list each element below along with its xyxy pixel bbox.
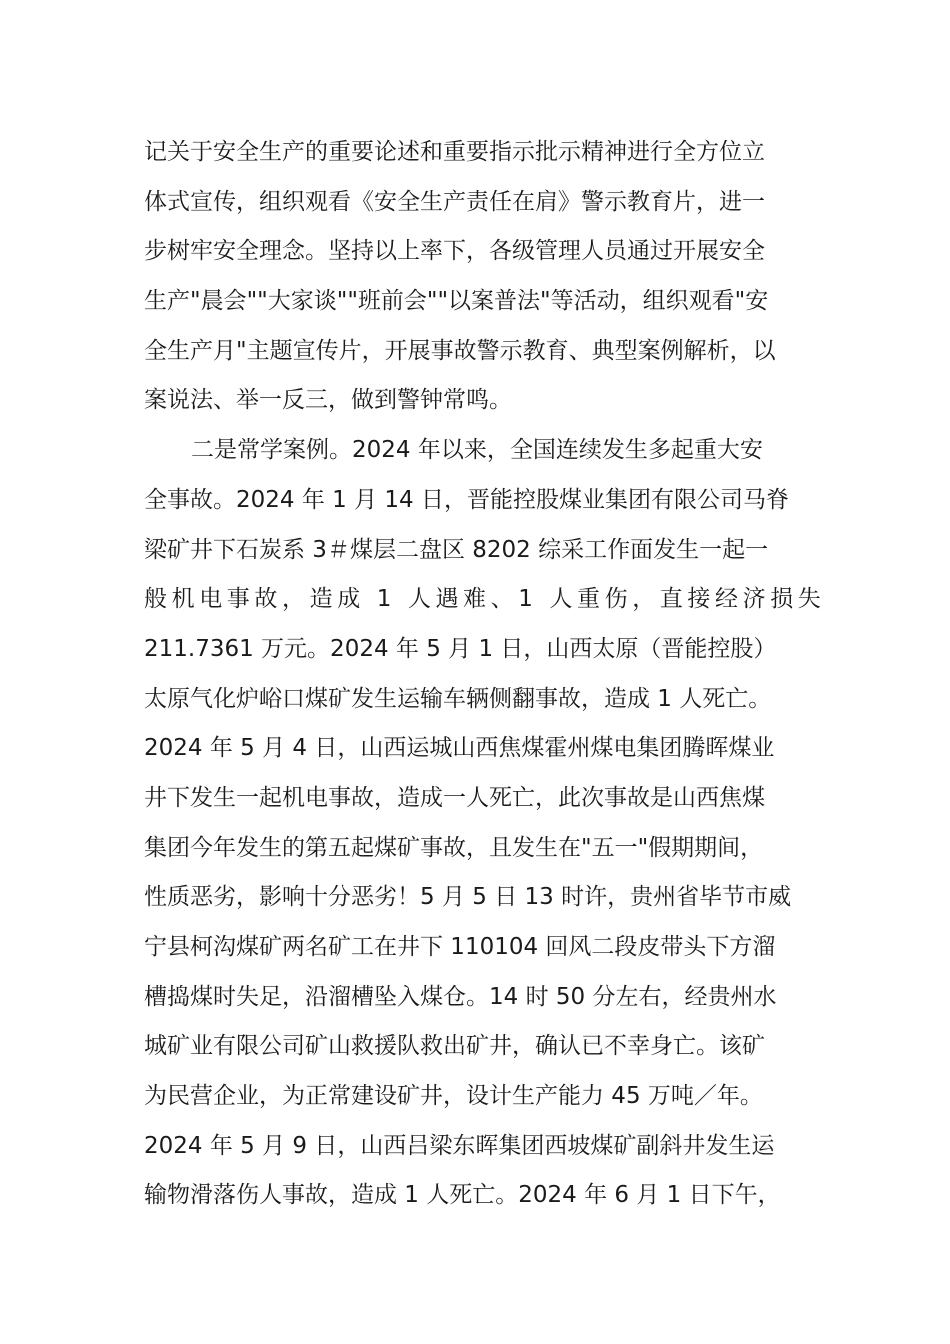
text-line-14: 井下发生一起机电事故，造成一人死亡，此次事故是山西焦煤 bbox=[144, 784, 765, 811]
text-line-4: 生产"晨会""大家谈""班前会""以案普法"等活动，组织观看"安 bbox=[144, 288, 769, 315]
text-line-21: 2024 年 5 月 9 日，山西吕梁东晖集团西坡煤矿副斜井发生运 bbox=[144, 1132, 775, 1159]
text-line-3: 步树牢安全理念。坚持以上率下，各级管理人员通过开展安全 bbox=[144, 238, 765, 265]
body-text bbox=[144, 128, 824, 1221]
text-line-12: 太原气化炉峪口煤矿发生运输车辆侧翻事故，造成 1 人死亡。 bbox=[144, 685, 772, 712]
text-line-20: 为民营企业，为正常建设矿井，设计生产能力 45 万吨／年。 bbox=[144, 1083, 763, 1110]
text-line-16: 性质恶劣，影响十分恶劣！5 月 5 日 13 时许，贵州省毕节市威 bbox=[144, 884, 792, 911]
text-line-22: 输物滑落伤人事故，造成 1 人死亡。2024 年 6 月 1 日下午， bbox=[144, 1182, 781, 1209]
text-line-9: 梁矿井下石炭系 3＃煤层二盘区 8202 综采工作面发生一起一 bbox=[144, 536, 769, 563]
text-line-1: 记关于安全生产的重要论述和重要指示批示精神进行全方位立 bbox=[144, 139, 765, 165]
text-line-10: 般机电事故，造成 1 人遇难、1 人重伤，直接经济损失 bbox=[144, 586, 826, 613]
text-line-8: 全事故。2024 年 1 月 14 日，晋能控股煤业集团有限公司马脊 bbox=[144, 486, 789, 513]
text-line-15: 集团今年发生的第五起煤矿事故，且发生在"五一"假期期间， bbox=[144, 834, 764, 861]
text-line-5: 全生产月"主题宣传片，开展事故警示教育、典型案例解析，以 bbox=[144, 337, 776, 364]
paragraph-start-line: 二是常学案例。2024 年以来，全国连续发生多起重大安 bbox=[191, 437, 763, 464]
text-line-13: 2024 年 5 月 4 日，山西运城山西焦煤霍州煤电集团腾晖煤业 bbox=[144, 735, 775, 762]
text-line-19: 城矿业有限公司矿山救援队救出矿井，确认已不幸身亡。该矿 bbox=[144, 1033, 765, 1060]
text-line-11: 211.7361 万元。2024 年 5 月 1 日，山西太原（晋能控股） bbox=[144, 635, 777, 662]
text-line-2: 体式宣传，组织观看《安全生产责任在肩》警示教育片，进一 bbox=[144, 188, 765, 215]
text-line-18: 槽捣煤时失足，沿溜槽坠入煤仓。14 时 50 分左右，经贵州水 bbox=[144, 983, 777, 1010]
text-line-6: 案说法、举一反三，做到警钟常鸣。 bbox=[144, 387, 512, 414]
text-line-17: 宁县柯沟煤矿两名矿工在井下 110104 回风二段皮带头下方溜 bbox=[144, 934, 776, 960]
